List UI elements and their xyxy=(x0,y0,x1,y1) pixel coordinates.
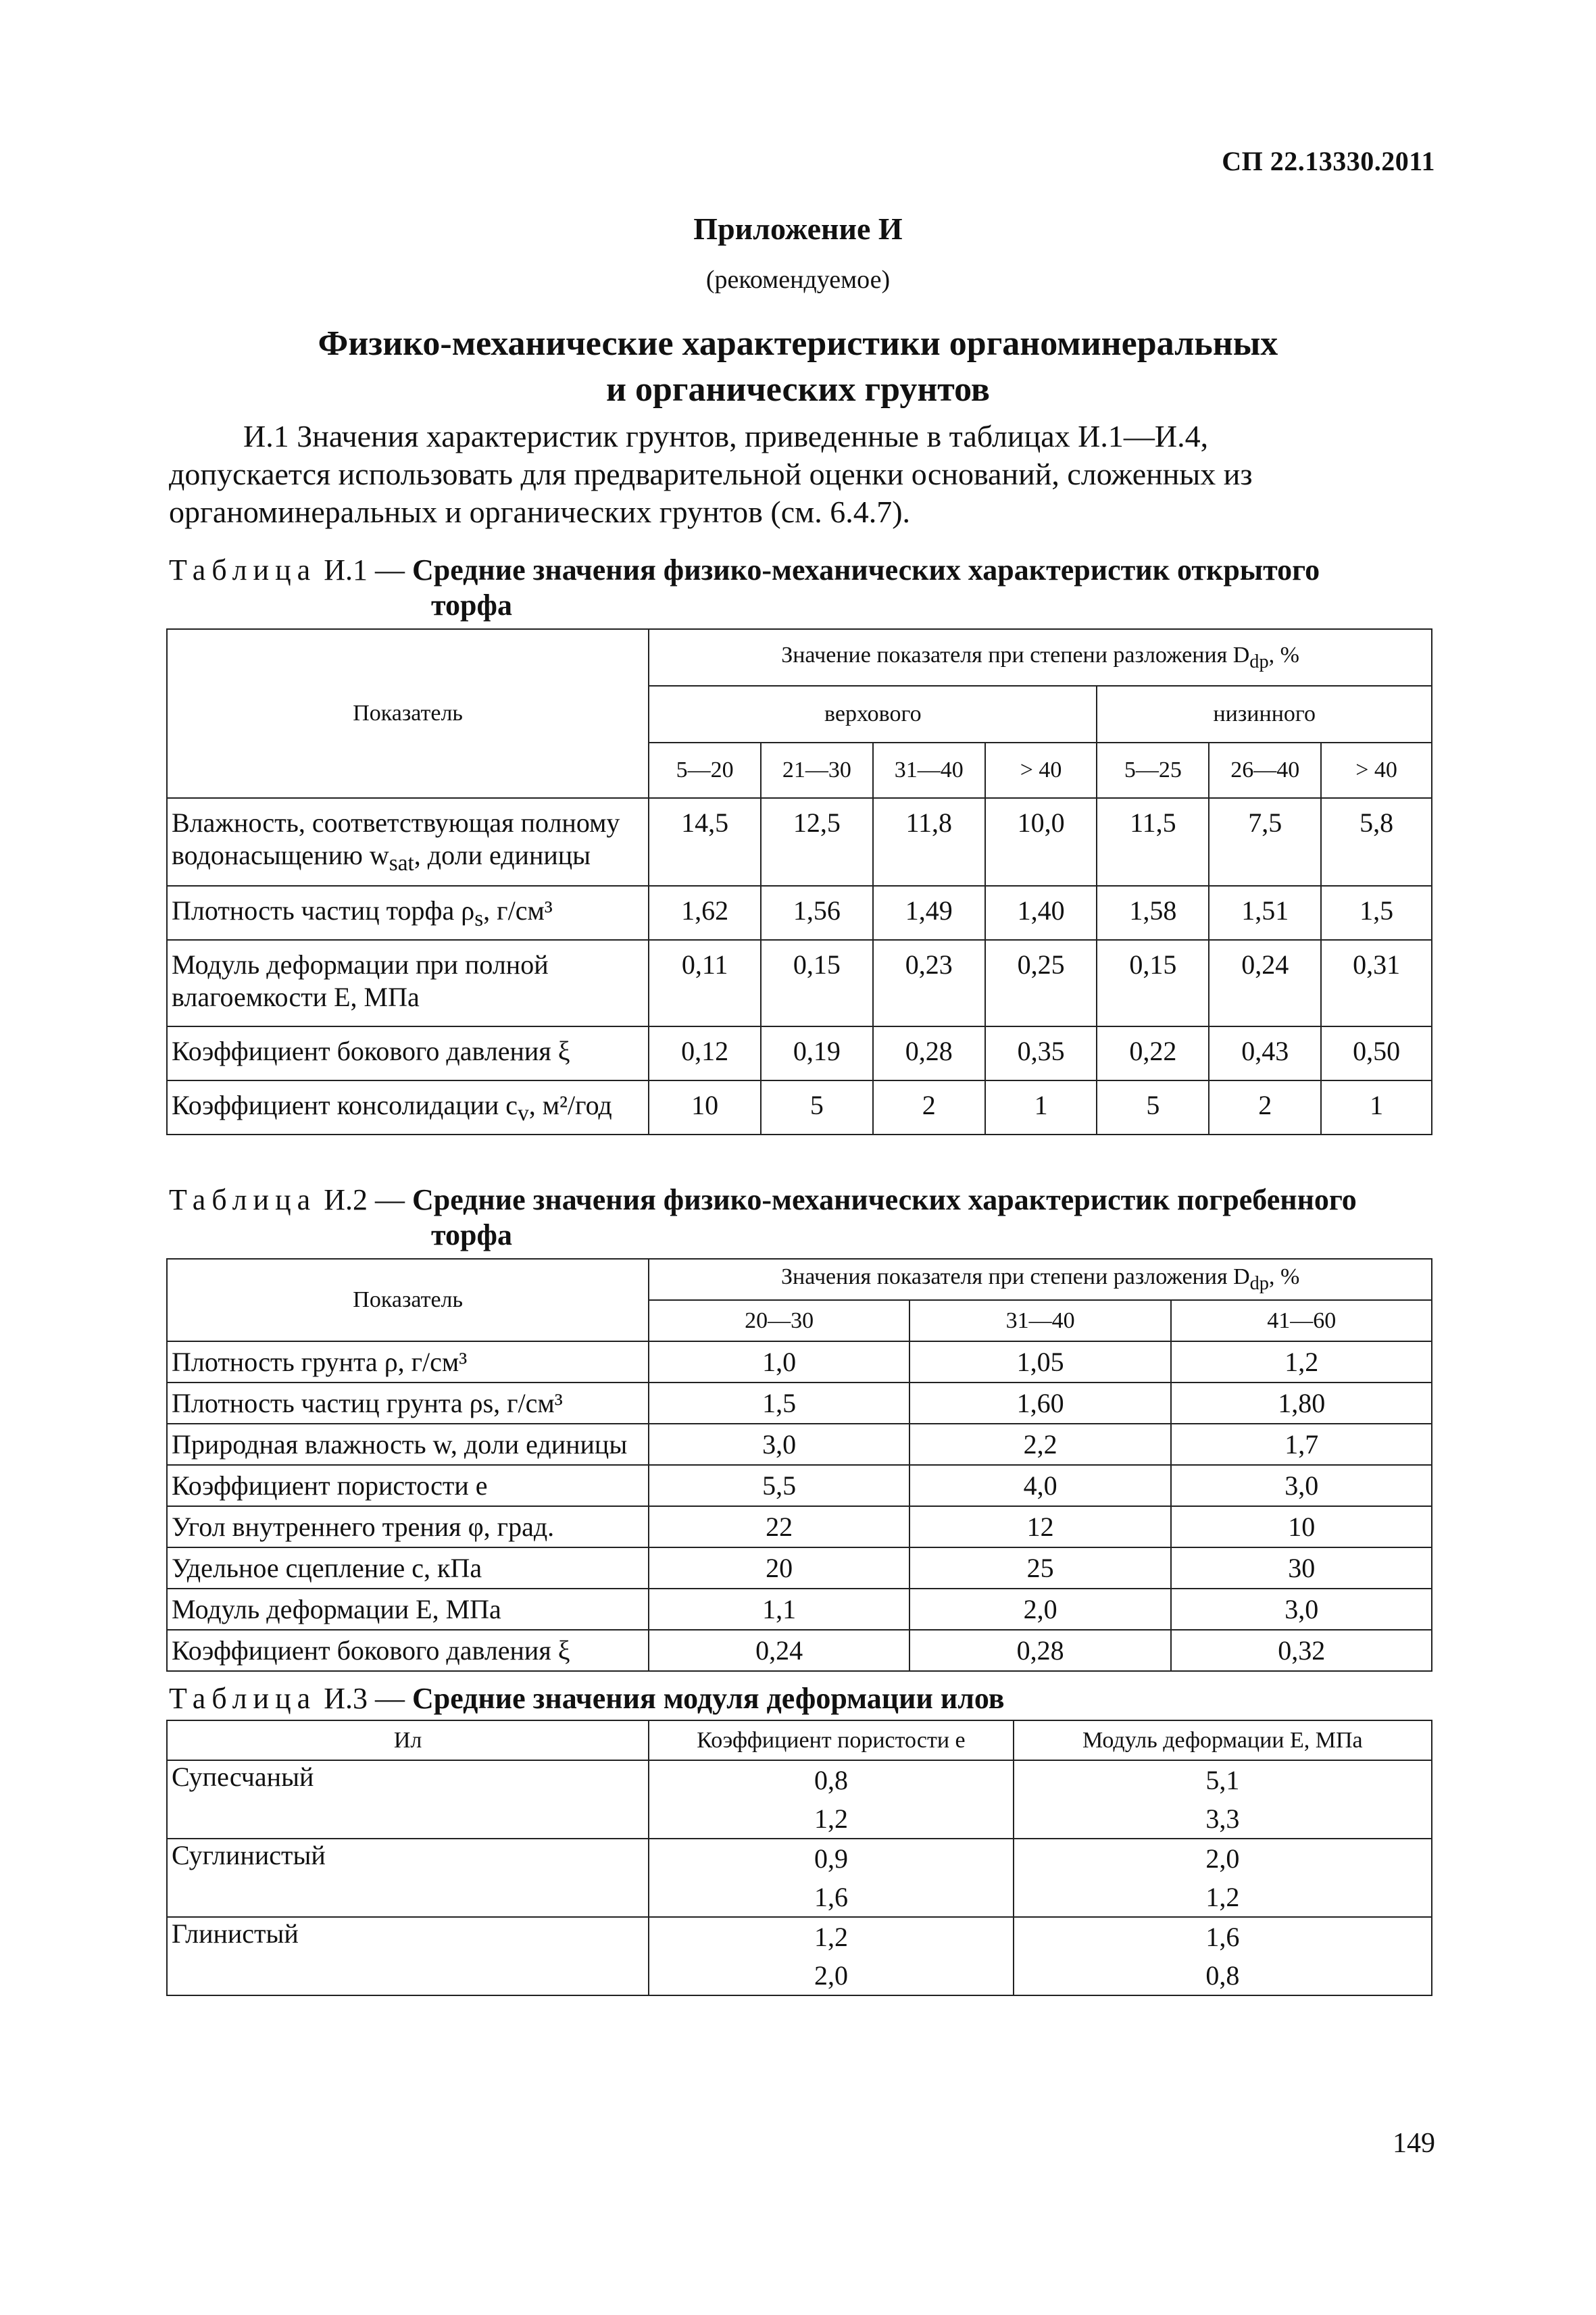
table2-label: Таблица xyxy=(169,1183,317,1216)
table3-porosity-cell: 1,6 xyxy=(649,1878,1013,1917)
appendix-subtitle: (рекомендуемое) xyxy=(705,266,891,294)
table2-cell: 30 xyxy=(1171,1547,1432,1589)
table1-cell: 0,35 xyxy=(985,1026,1097,1080)
table1-cell: 11,5 xyxy=(1097,798,1209,886)
table2-row-label: Природная влажность w, доли единицы xyxy=(167,1424,649,1465)
table2-cell: 25 xyxy=(909,1547,1172,1589)
table3-header-il: Ил xyxy=(167,1720,649,1760)
table1-col-header: 26—40 xyxy=(1209,743,1321,798)
table1-cell: 1,5 xyxy=(1321,886,1432,940)
table1-cell: 0,28 xyxy=(873,1026,985,1080)
table1-cell: 0,43 xyxy=(1209,1026,1321,1080)
table2-header-value: Значения показателя при степени разложения $D_{dp}$, % xyxy=(649,1259,1432,1300)
table3-modulus-cell: 1,6 xyxy=(1014,1917,1432,1956)
table1-cell: 1 xyxy=(985,1080,1097,1135)
table2-cell: 1,0 xyxy=(649,1341,909,1383)
table3-modulus-cell: 5,1 xyxy=(1014,1760,1432,1799)
table1-row-label: Модуль деформации при полной влагоемкости E, МПа xyxy=(167,940,649,1026)
table1-row-label: Плотность частиц торфа $\rho_s$, г/см³ xyxy=(167,886,649,940)
table2-cell: 2,2 xyxy=(909,1424,1172,1465)
table1-cell: 0,19 xyxy=(761,1026,873,1080)
table2 xyxy=(166,1258,1432,1672)
table1-cell: 0,22 xyxy=(1097,1026,1209,1080)
table2-col-header: 41—60 xyxy=(1171,1300,1432,1341)
table1-col-header: 31—40 xyxy=(873,743,985,798)
table3-porosity-cell: 1,2 xyxy=(649,1917,1013,1956)
table3-modulus-cell: 0,8 xyxy=(1014,1956,1432,1995)
table3-il-name: Глинистый xyxy=(167,1917,649,1995)
table3-caption-text: Средние значения модуля деформации илов xyxy=(412,1682,1005,1715)
table2-cell: 3,0 xyxy=(1171,1589,1432,1630)
table1-row-label: Коэффициент бокового давления ξ xyxy=(167,1026,649,1080)
table2-cell: 10 xyxy=(1171,1506,1432,1547)
table1-col-header: > 40 xyxy=(1321,743,1432,798)
table1-header-upper: верхового xyxy=(649,686,1097,743)
table3-modulus-cell: 1,2 xyxy=(1014,1878,1432,1917)
table1-cell: 1 xyxy=(1321,1080,1432,1135)
table2-row-label: Удельное сцепление c, кПа xyxy=(167,1547,649,1589)
table2-col-header: 20—30 xyxy=(649,1300,909,1341)
table2-header-param: Показатель xyxy=(167,1259,649,1341)
table3-porosity-cell: 0,8 xyxy=(649,1760,1013,1799)
document-code: СП 22.13330.2011 xyxy=(1222,146,1435,176)
table2-row xyxy=(167,1506,1432,1547)
table1-cell: 12,5 xyxy=(761,798,873,886)
table1-row xyxy=(167,886,1432,940)
table1-cell: 0,12 xyxy=(649,1026,761,1080)
table3 xyxy=(166,1720,1432,1996)
table2-cell: 1,80 xyxy=(1171,1383,1432,1424)
table1-cell: 0,15 xyxy=(1097,940,1209,1026)
table2-cell: 1,5 xyxy=(649,1383,909,1424)
intro-line-3: органоминеральных и органических грунтов (см. 6.4.7). xyxy=(169,495,911,529)
table1 xyxy=(166,628,1432,1135)
heading-line-1: Физико-механические характеристики органоминеральных xyxy=(318,324,1278,363)
table2-cell: 3,0 xyxy=(649,1424,909,1465)
appendix-title: Приложение И xyxy=(693,211,903,246)
table2-row xyxy=(167,1341,1432,1383)
table2-caption xyxy=(169,1183,1357,1253)
table1-cell: 10 xyxy=(649,1080,761,1135)
table3-row xyxy=(167,1917,1432,1956)
table3-label: Таблица xyxy=(169,1682,317,1715)
table1-col-header: 5—20 xyxy=(649,743,761,798)
table1-caption-line2: торфа xyxy=(431,589,512,622)
intro-paragraph xyxy=(169,418,1431,531)
table3-modulus-cell: 3,3 xyxy=(1014,1799,1432,1839)
intro-line-1: И.1 Значения характеристик грунтов, приведенные в таблицах И.1—И.4, xyxy=(243,419,1209,453)
table2-row xyxy=(167,1465,1432,1506)
table1-row xyxy=(167,940,1432,1026)
table2-cell: 20 xyxy=(649,1547,909,1589)
table1-header-param: Показатель xyxy=(167,629,649,798)
table2-row-label: Коэффициент пористости e xyxy=(167,1465,649,1506)
table1-caption-line1: Средние значения физико-механических характеристик открытого xyxy=(412,553,1320,587)
table1-row-label: Влажность, соответствующая полному водонасыщению $w_{sat}$, доли единицы xyxy=(167,798,649,886)
table1-cell: 1,62 xyxy=(649,886,761,940)
table3-row xyxy=(167,1839,1432,1878)
table2-cell: 5,5 xyxy=(649,1465,909,1506)
table2-row xyxy=(167,1630,1432,1671)
table2-cell: 1,1 xyxy=(649,1589,909,1630)
table1-number: И.1 — xyxy=(324,553,405,587)
table3-caption xyxy=(169,1681,1005,1716)
table2-row-label: Плотность частиц грунта ρs, г/см³ xyxy=(167,1383,649,1424)
table2-cell: 0,24 xyxy=(649,1630,909,1671)
table1-cell: 2 xyxy=(1209,1080,1321,1135)
page-number: 149 xyxy=(1393,2128,1435,2159)
table2-number: И.2 — xyxy=(324,1183,405,1216)
table3-porosity-cell: 2,0 xyxy=(649,1956,1013,1995)
table1-cell: 10,0 xyxy=(985,798,1097,886)
table1-col-header: 5—25 xyxy=(1097,743,1209,798)
table2-cell: 1,2 xyxy=(1171,1341,1432,1383)
table2-row xyxy=(167,1383,1432,1424)
intro-line-2: допускается использовать для предварительной оценки оснований, сложенных из xyxy=(169,457,1253,491)
table3-row xyxy=(167,1760,1432,1799)
table1-cell: 1,56 xyxy=(761,886,873,940)
table1-cell: 5,8 xyxy=(1321,798,1432,886)
table1-col-header: > 40 xyxy=(985,743,1097,798)
table3-porosity-cell: 0,9 xyxy=(649,1839,1013,1878)
table1-cell: 14,5 xyxy=(649,798,761,886)
table1-cell: 5 xyxy=(761,1080,873,1135)
table1-row xyxy=(167,1026,1432,1080)
table2-cell: 4,0 xyxy=(909,1465,1172,1506)
table1-cell: 0,11 xyxy=(649,940,761,1026)
table1-row xyxy=(167,1080,1432,1135)
table2-cell: 0,32 xyxy=(1171,1630,1432,1671)
table2-col-header: 31—40 xyxy=(909,1300,1172,1341)
table1-cell: 1,58 xyxy=(1097,886,1209,940)
table2-cell: 1,60 xyxy=(909,1383,1172,1424)
table2-row xyxy=(167,1547,1432,1589)
table1-row xyxy=(167,798,1432,886)
table2-cell: 3,0 xyxy=(1171,1465,1432,1506)
table2-cell: 2,0 xyxy=(909,1589,1172,1630)
section-heading xyxy=(0,321,1596,413)
table2-caption-line2: торфа xyxy=(431,1218,512,1251)
table1-cell: 5 xyxy=(1097,1080,1209,1135)
table1-cell: 7,5 xyxy=(1209,798,1321,886)
table3-modulus-cell: 2,0 xyxy=(1014,1839,1432,1878)
table1-cell: 11,8 xyxy=(873,798,985,886)
table3-porosity-cell: 1,2 xyxy=(649,1799,1013,1839)
table2-row-label: Плотность грунта ρ, г/см³ xyxy=(167,1341,649,1383)
table2-cell: 1,05 xyxy=(909,1341,1172,1383)
table2-cell: 22 xyxy=(649,1506,909,1547)
table3-header-modulus: Модуль деформации E, МПа xyxy=(1014,1720,1432,1760)
table2-cell: 1,7 xyxy=(1171,1424,1432,1465)
table1-row-label: Коэффициент консолидации $c_v$, м²/год xyxy=(167,1080,649,1135)
table1-cell: 1,49 xyxy=(873,886,985,940)
table2-row-label: Коэффициент бокового давления ξ xyxy=(167,1630,649,1671)
table1-cell: 0,15 xyxy=(761,940,873,1026)
table3-il-name: Супесчаный xyxy=(167,1760,649,1839)
table2-row xyxy=(167,1424,1432,1465)
table1-cell: 0,31 xyxy=(1321,940,1432,1026)
table1-cell: 1,51 xyxy=(1209,886,1321,940)
heading-line-2: и органических грунтов xyxy=(606,370,990,409)
table2-cell: 0,28 xyxy=(909,1630,1172,1671)
table1-cell: 2 xyxy=(873,1080,985,1135)
table3-number: И.3 — xyxy=(324,1682,405,1715)
table1-cell: 0,50 xyxy=(1321,1026,1432,1080)
table1-col-header: 21—30 xyxy=(761,743,873,798)
table1-cell: 1,40 xyxy=(985,886,1097,940)
table1-cell: 0,25 xyxy=(985,940,1097,1026)
table2-caption-line1: Средние значения физико-механических характеристик погребенного xyxy=(412,1183,1357,1216)
table1-header-value: Значение показателя при степени разложения $D_{dp}$, % xyxy=(649,629,1432,686)
table1-cell: 0,23 xyxy=(873,940,985,1026)
table2-row xyxy=(167,1589,1432,1630)
table2-row-label: Угол внутреннего трения φ, град. xyxy=(167,1506,649,1547)
table1-cell: 0,24 xyxy=(1209,940,1321,1026)
table1-label: Таблица xyxy=(169,553,317,587)
table3-il-name: Суглинистый xyxy=(167,1839,649,1917)
table1-header-lower: низинного xyxy=(1097,686,1432,743)
table1-caption xyxy=(169,553,1320,623)
table2-cell: 12 xyxy=(909,1506,1172,1547)
table3-header-porosity: Коэффициент пористости e xyxy=(649,1720,1013,1760)
table2-row-label: Модуль деформации E, МПа xyxy=(167,1589,649,1630)
